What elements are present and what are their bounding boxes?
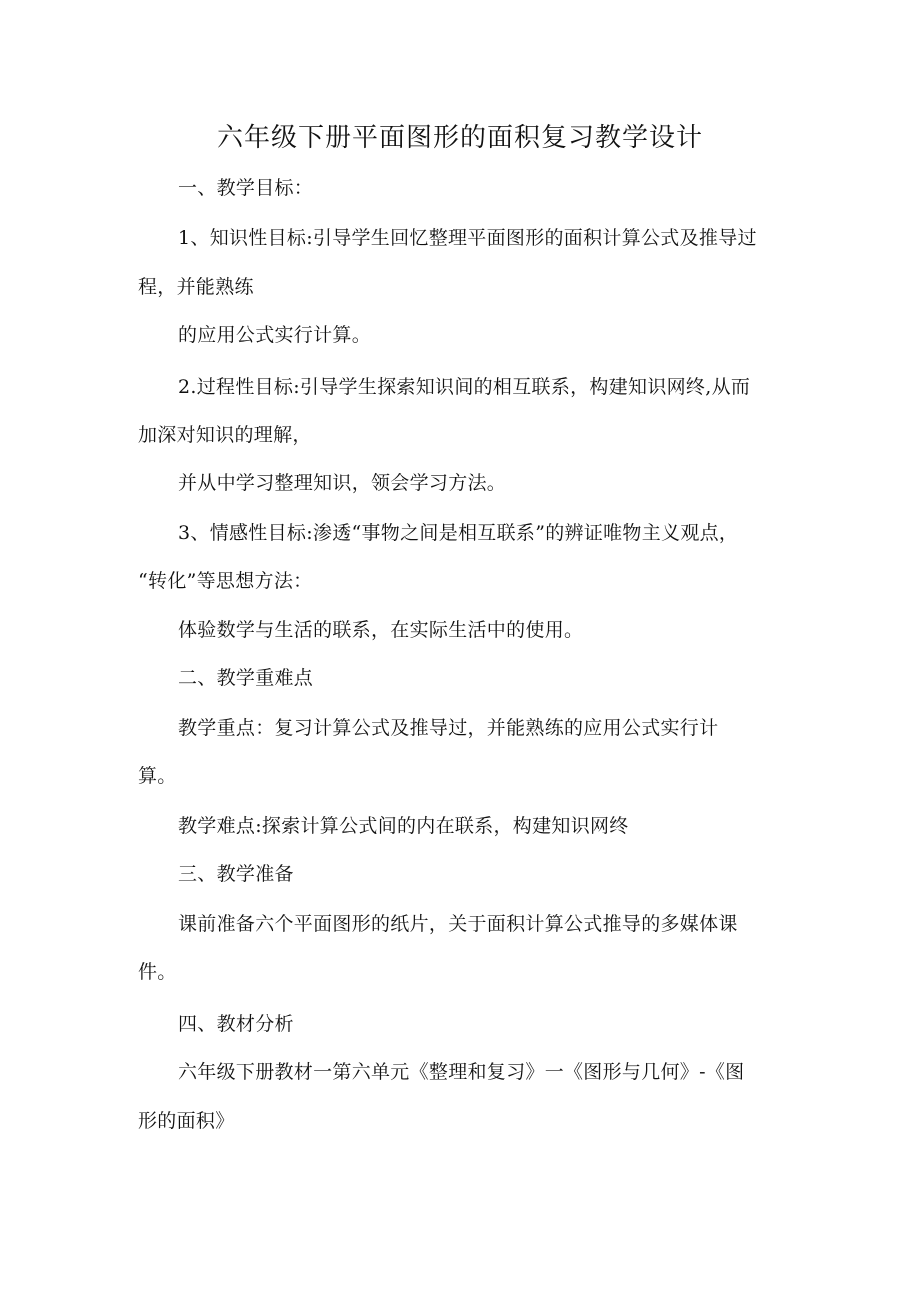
paragraph-difficult-point: 教学难点:探索计算公式间的内在联系，构建知识网终: [178, 815, 629, 837]
paragraph-material-analysis: 六年级下册教材一第六单元《整理和复习》一《图形与几何》-《图: [178, 1061, 745, 1083]
heading-material-analysis: 四、教材分析: [178, 1013, 294, 1035]
paragraph-process-goal-cont: 加深对知识的理解，: [138, 424, 312, 446]
paragraph-emotion-goal-cont: “转化”等思想方法：: [138, 570, 313, 592]
paragraph-process-goal: 2.过程性目标:引导学生探索知识间的相互联系，构建知识网终,从而: [178, 376, 751, 398]
paragraph-preparation: 课前准备六个平面图形的纸片，关于面积计算公式推导的多媒体课: [178, 913, 738, 935]
heading-preparation: 三、教学准备: [178, 863, 294, 885]
paragraph-key-point: 教学重点：复习计算公式及推导过，并能熟练的应用公式实行计: [178, 717, 719, 739]
paragraph-knowledge-goal-cont2: 的应用公式实行计算。: [178, 324, 372, 346]
heading-teaching-goals: 一、教学目标：: [178, 177, 314, 199]
paragraph-key-point-cont: 算。: [138, 765, 177, 787]
paragraph-preparation-cont: 件。: [138, 961, 177, 983]
document-title: 六年级下册平面图形的面积复习教学设计: [216, 123, 703, 153]
heading-key-points: 二、教学重难点: [178, 667, 314, 689]
paragraph-knowledge-goal: 1、知识性目标:引导学生回忆整理平面图形的面积计算公式及推导过: [178, 227, 757, 249]
paragraph-knowledge-goal-cont: 程，并能熟练: [138, 276, 254, 298]
paragraph-emotion-goal: 3、情感性目标:渗透“事物之间是相互联系”的辨证唯物主义观点，: [178, 522, 739, 544]
paragraph-process-goal-cont2: 并从中学习整理知识，领会学习方法。: [178, 472, 507, 494]
paragraph-material-analysis-cont: 形的面积》: [138, 1110, 235, 1132]
paragraph-emotion-goal-cont2: 体验数学与生活的联系，在实际生活中的使用。: [178, 619, 584, 641]
